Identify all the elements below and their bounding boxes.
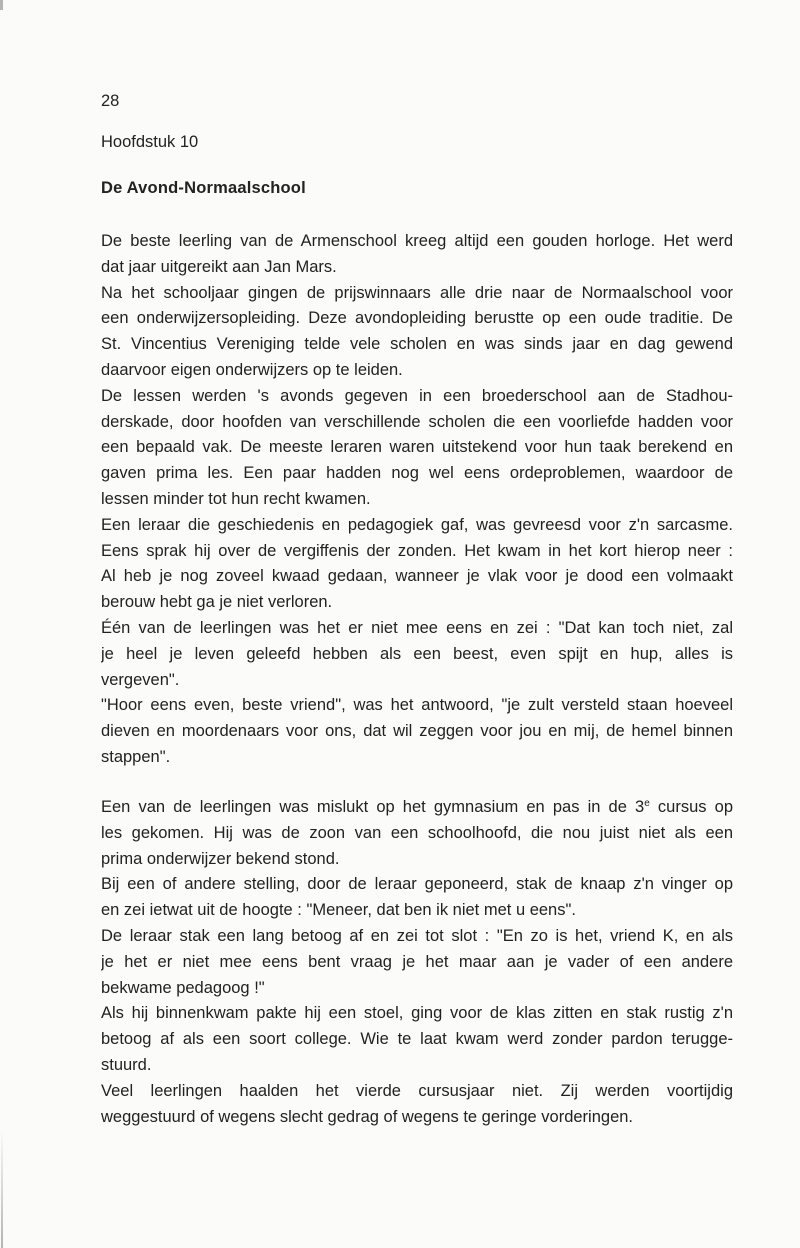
- text-line: je heel je leven geleefd hebben als een beest, even spijt en hup, alles is: [101, 644, 733, 663]
- page-number: 28: [101, 92, 120, 110]
- text-fragment: Een van de leerlingen was mislukt op het gymnasium en pas in de 3: [101, 798, 645, 816]
- text-line: derskade, door hoofden van verschillende scholen die een voorliefde hadden voor: [101, 412, 733, 431]
- text-line: gaven prima les. Een paar hadden nog wel eens ordeproblemen, waardoor de: [101, 464, 733, 483]
- chapter-label: Hoofdstuk 10: [101, 133, 199, 151]
- text-line: St. Vincentius Vereniging telde vele scholen en was sinds jaar en dag gewend: [101, 335, 733, 354]
- text-line: Veel leerlingen haalden het vierde cursusjaar niet. Zij werden voortijdig: [101, 1081, 733, 1100]
- text-line: en zei ietwat uit de hoogte : "Meneer, dat ben ik niet met u eens".: [101, 901, 576, 920]
- text-line: Na het schooljaar gingen de prijswinnaars alle drie naar de Normaalschool voor: [101, 283, 733, 302]
- text-line: berouw hebt ga je niet verloren.: [101, 593, 333, 612]
- text-line: dat jaar uitgereikt aan Jan Mars.: [101, 257, 337, 276]
- text-line: dieven en moordenaars voor ons, dat wil zeggen voor jou en mij, de hemel binnen: [101, 722, 733, 741]
- text-line: De lessen werden 's avonds gegeven in een broederschool aan de Stadhou-: [101, 386, 733, 405]
- text-fragment: cursus op: [649, 798, 733, 816]
- text-line: "Hoor eens even, beste vriend", was het antwoord, "je zult versteld staan hoeveel: [101, 696, 733, 715]
- text-line: Een leraar die geschiedenis en pedagogiek gaf, was gevreesd voor z'n sarcasme.: [101, 515, 733, 534]
- scan-edge-mark: [0, 0, 3, 10]
- text-line: Bij een of andere stelling, door de leraar geponeerd, stak de knaap z'n vinger op: [101, 875, 733, 894]
- text-line: De beste leerling van de Armenschool kreeg altijd een gouden horloge. Het werd: [101, 232, 733, 250]
- text-line: weggestuurd of wegens slecht gedrag of wegens te geringe vorderingen.: [101, 1107, 634, 1126]
- text-line: [101, 795, 733, 821]
- scan-edge-line: [1, 1130, 3, 1248]
- text-line: Als hij binnenkwam pakte hij een stoel, ging voor de klas zitten en stak rustig z'n: [101, 1004, 733, 1023]
- body-section-2: [101, 795, 733, 1130]
- text-line: Al heb je nog zoveel kwaad gedaan, wanneer je vlak voor je dood een volmaakt: [101, 567, 733, 586]
- text-line: prima onderwijzer bekend stond.: [101, 849, 340, 868]
- body-section-1: [101, 229, 733, 771]
- text-line: lessen minder tot hun recht kwamen.: [101, 489, 371, 508]
- text-line: een bepaald vak. De meeste leraren waren uitstekend voor hun taak berekend en: [101, 438, 733, 457]
- text-line: stappen".: [101, 747, 171, 766]
- text-line: vergeven".: [101, 670, 180, 689]
- text-line: De leraar stak een lang betoog af en zei tot slot : "En zo is het, vriend K, en als: [101, 926, 733, 945]
- text-line: Één van de leerlingen was het er niet mee eens en zei : "Dat kan toch niet, zal: [101, 618, 733, 637]
- text-line: Eens sprak hij over de vergiffenis der zonden. Het kwam in het kort hierop neer :: [101, 541, 733, 560]
- text-line: een onderwijzersopleiding. Deze avondopleiding berustte op een oude traditie. De: [101, 309, 733, 328]
- superscript-ordinal: e: [644, 798, 650, 809]
- text-line: je het er niet mee eens bent vraag je het maar aan je vader of een andere: [101, 952, 733, 971]
- text-line: daarvoor eigen onderwijzers op te leiden.: [101, 360, 403, 379]
- text-line: bekwame pedagoog !": [101, 978, 265, 997]
- text-line: les gekomen. Hij was de zoon van een schoolhoofd, die nou juist niet als een: [101, 823, 733, 842]
- chapter-title: De Avond-Normaalschool: [101, 179, 306, 197]
- text-line: betoog af als een soort college. Wie te laat kwam werd zonder pardon terugge-: [101, 1030, 733, 1049]
- text-line: stuurd.: [101, 1055, 152, 1074]
